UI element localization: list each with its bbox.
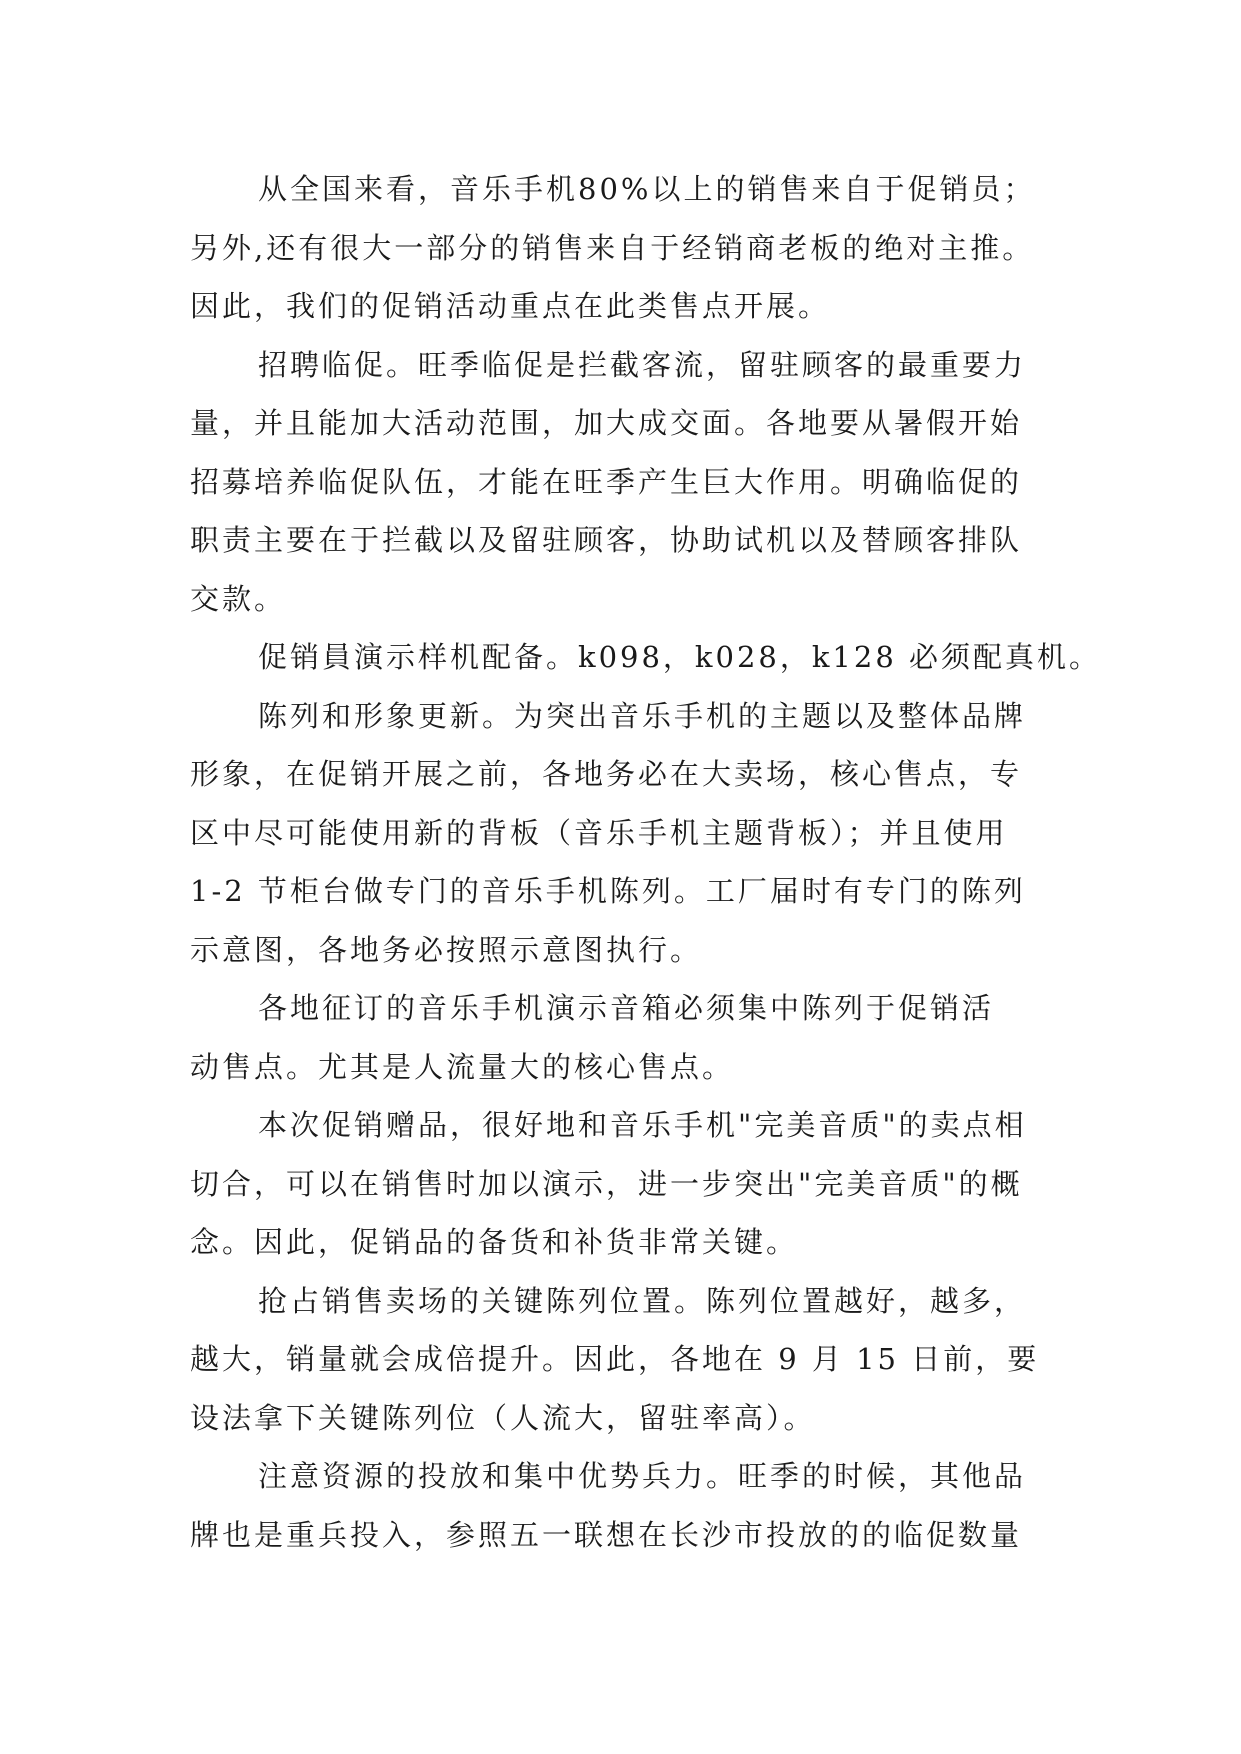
text-line: 因此，我们的促销活动重点在此类售点开展。 xyxy=(190,289,831,323)
text-line: 职责主要在于拦截以及留驻顾客，协助试机以及替顾客排队 xyxy=(190,523,1023,557)
text-line: 交款。 xyxy=(190,581,287,616)
text-line: 1-2 节柜台做专门的音乐手机陈列。工厂届时有专门的陈列 xyxy=(190,874,1026,908)
text-line: 牌也是重兵投入，参照五一联想在长沙市投放的的临促数量 xyxy=(190,1517,1023,1552)
text-line: 招募培养临促队伍，才能在旺季产生巨大作用。明确临促的 xyxy=(190,464,1023,499)
text-line: 抢占销售卖场的关键陈列位置。陈列位置越好，越多， xyxy=(258,1283,1027,1318)
text-line: 招聘临促。旺季临促是拦截客流，留驻顾客的最重要力 xyxy=(258,347,1027,382)
text-line: 形象，在促销开展之前，各地务必在大卖场，核心售点，专 xyxy=(190,757,1023,791)
text-line: 另外,还有很大一部分的销售来自于经销商老板的绝对主推。 xyxy=(190,230,1035,265)
text-line: 区中尽可能使用新的背板（音乐手机主题背板）；并且使用 xyxy=(190,815,1008,850)
text-line: 越大，销量就会成倍提升。因此，各地在 9 月 15 日前，要 xyxy=(190,1342,1040,1376)
text-line: 念。因此，促销品的备货和补货非常关键。 xyxy=(190,1225,799,1259)
text-line: 从全国来看，音乐手机80%以上的销售来自于促销员； xyxy=(258,172,1036,206)
document-body xyxy=(190,160,1101,1564)
text-line: 切合，可以在销售时加以演示，进一步突出"完美音质"的概 xyxy=(190,1166,1023,1201)
text-line: 各地征订的音乐手机演示音箱必须集中陈列于促销活 xyxy=(258,991,995,1025)
text-line: 动售点。尤其是人流量大的核心售点。 xyxy=(190,1049,735,1084)
text-line: 陈列和形象更新。为突出音乐手机的主题以及整体品牌 xyxy=(258,698,1027,733)
text-line: 设法拿下关键陈列位（人流大，留驻率高）。 xyxy=(190,1400,816,1435)
text-line: 示意图，各地务必按照示意图执行。 xyxy=(190,932,703,967)
text-line: 促销員演示样机配备。k098，k028，k128 必须配真机。 xyxy=(258,640,1101,674)
text-line: 本次促销赠品，很好地和音乐手机"完美音质"的卖点相 xyxy=(258,1108,1027,1142)
text-line: 量，并且能加大活动范围，加大成交面。各地要从暑假开始 xyxy=(190,406,1023,440)
text-line: 注意资源的投放和集中优势兵力。旺季的时候，其他品 xyxy=(258,1459,1027,1493)
